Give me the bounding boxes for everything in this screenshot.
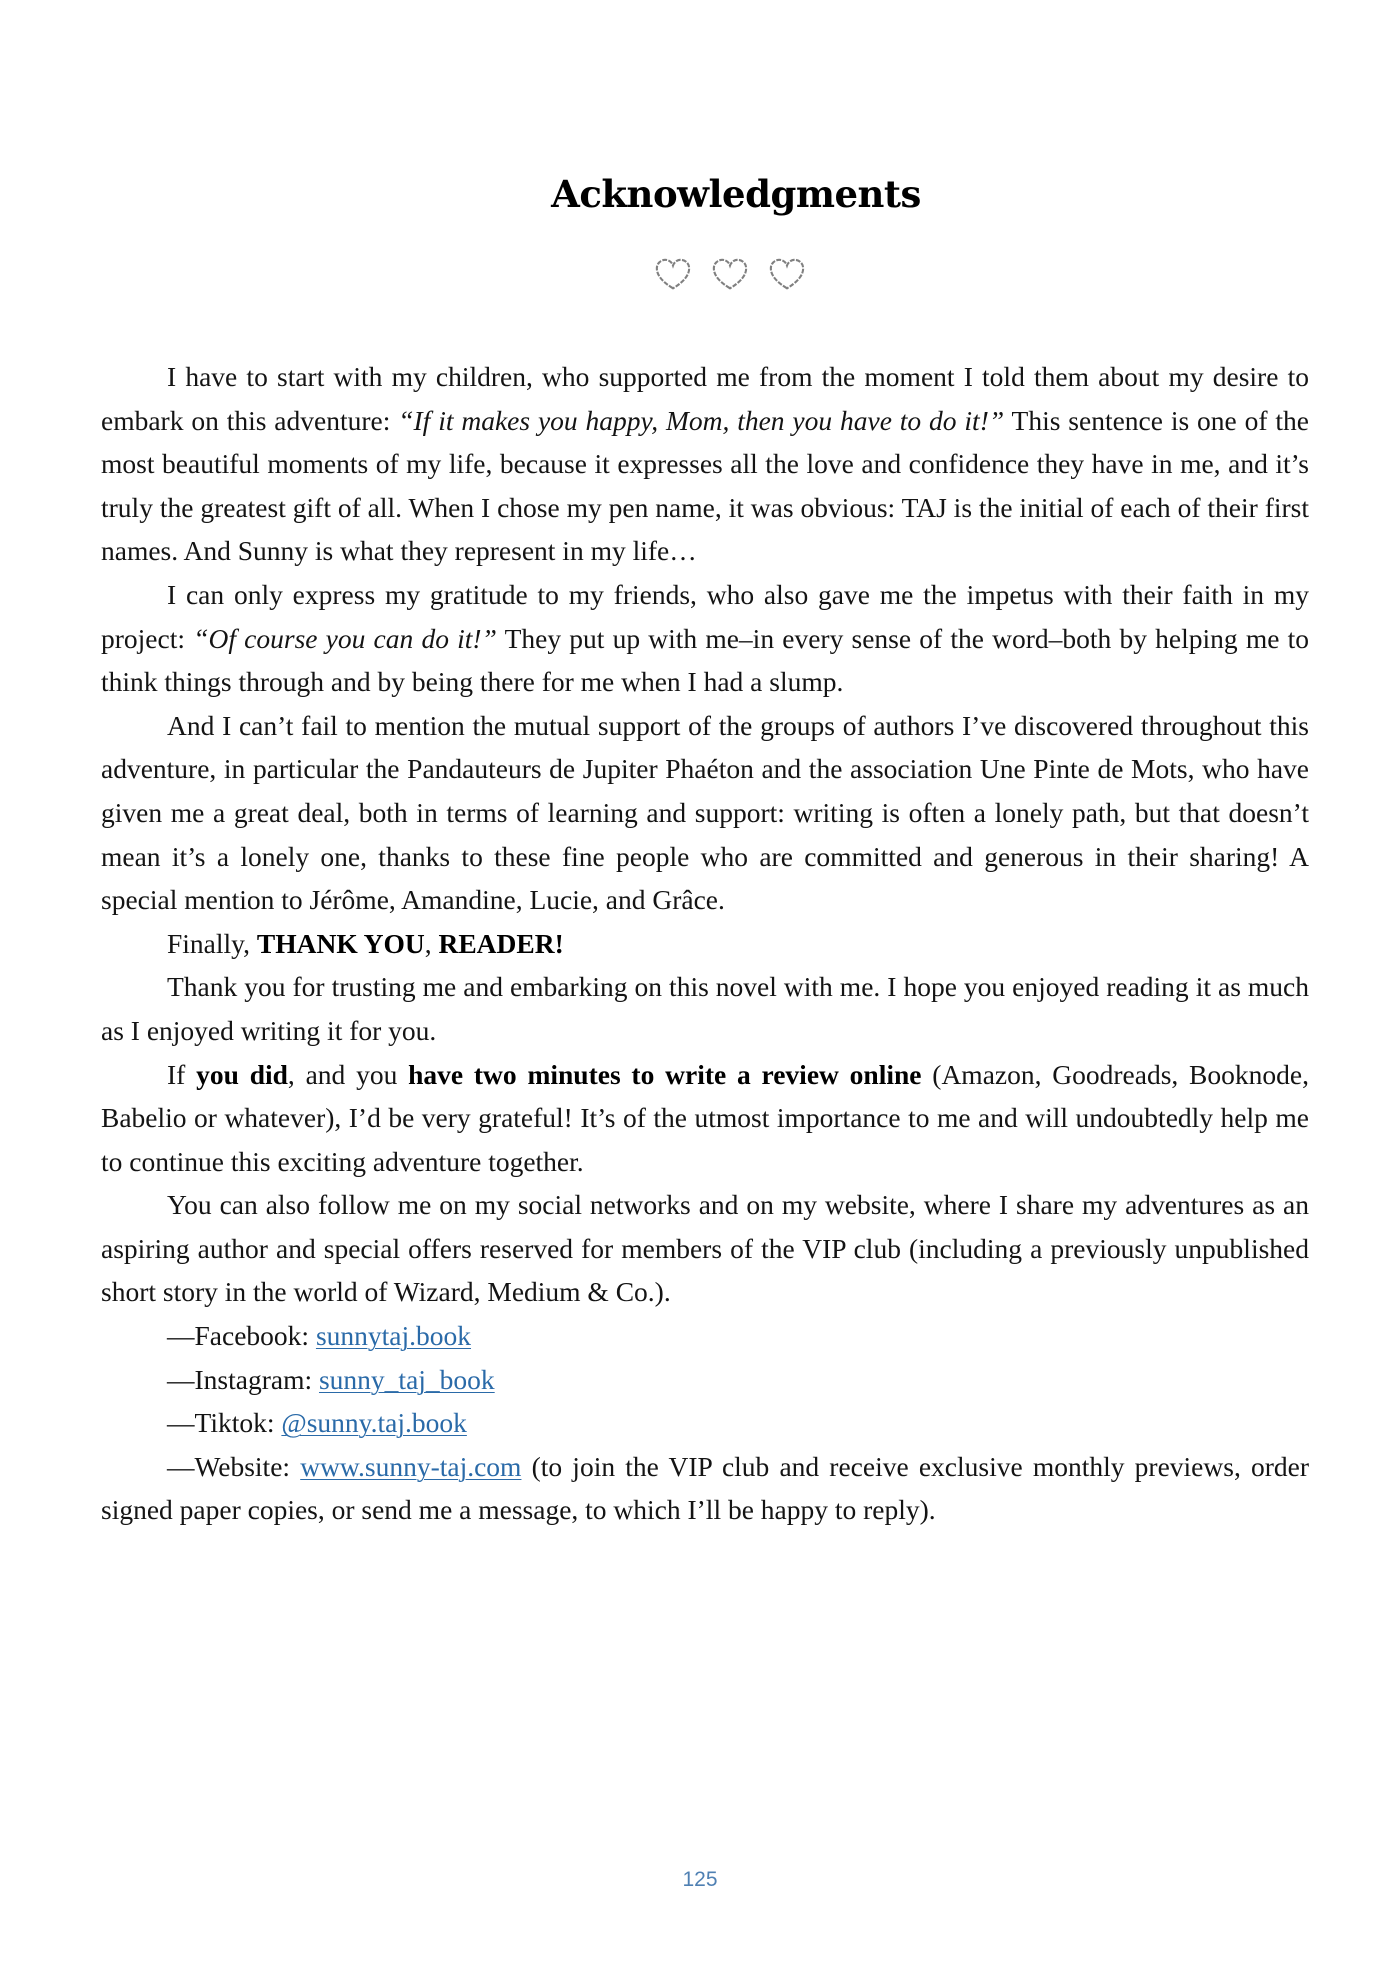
heart-outline-icon (711, 256, 749, 294)
tiktok-link[interactable]: @sunny.taj.book (281, 1407, 467, 1439)
social-tiktok: —Tiktok: @sunny.taj.book (167, 1407, 467, 1439)
heart-outline-icon (654, 256, 692, 294)
paragraph-trust: Thank you for trusting me and embarking on this novel with me. I hope you enjoyed reading it as much as I enjoyed writing it for you. (101, 971, 1309, 1046)
facebook-link[interactable]: sunnytaj.book (315, 1320, 472, 1352)
social-instagram: —Instagram: sunny_taj_book (167, 1363, 495, 1395)
paragraph-follow: You can also follow me on my social networks and on my website, where I share my adventures as an aspiring author and special offers reserved for members of the VIP club (including a previously unpublished short story in the world of Wizard, Medium & Co.). (101, 1189, 1309, 1308)
paragraph-friends: I can only express my gratitude to my friends, who also gave me the impetus with their faith in my project: “Of course you can do it!” They put up with me–in every sense of the word–both by helping me to think things through and by being there for me when I had a slump. (101, 578, 1310, 698)
page-number: 125 (682, 1868, 718, 1891)
acknowledgments-body (101, 355, 1309, 1532)
instagram-link[interactable]: sunny_taj_book (318, 1363, 495, 1395)
social-facebook: —Facebook: sunnytaj.book (167, 1320, 472, 1352)
heart-ornament (654, 256, 814, 300)
children-quote: “If it makes you happy, Mom, then you have to do it!” (398, 404, 1005, 436)
heart-outline-icon (768, 256, 806, 294)
website-link[interactable]: www.sunny-taj.com (300, 1450, 522, 1482)
paragraph-review-request: If you did, and you have two minutes to write a review online (Amazon, Goodreads, Booknode, Babelio or whatever), I’d be very grateful! It’s of the utmost importance to me and will undoubtedly help me to continue this exciting adventure together. (101, 1058, 1309, 1177)
paragraph-children: I have to start with my children, who supported me from the moment I told them about my desire to embark on this adventure: “If it makes you happy, Mom, then you have to do it!” This sentence is one of the most beautiful moments of my life, because it expresses all the love and confidence they have in me, and it’s truly the greatest gift of all. When I chose my pen name, it was obvious: TAJ is the initial of each of their first names. And Sunny is what they represent in my life… (101, 361, 1309, 567)
paragraph-thank-reader: Finally, THANK YOU, READER! (167, 927, 564, 959)
page-title: Acknowledgments (551, 172, 921, 216)
paragraph-authors-groups: And I can’t fail to mention the mutual support of the groups of authors I’ve discovered throughout this adventure, in particular the Pandauteurs de Jupiter Phaéton and the association Une Pinte de Mots, who have given me a great deal, both in terms of learning and support: writing is often a lonely path, but that doesn’t mean it’s a lonely one, thanks to these fine people who are committed and generous in their sharing! A special mention to Jérôme, Amandine, Lucie, and Grâce. (101, 709, 1309, 916)
social-website: —Website: www.sunny-taj.com (to join the VIP club and receive exclusive monthly previews, order signed paper copies, or send me a message, to which I’ll be happy to reply). (101, 1450, 1309, 1526)
friends-quote: “Of course you can do it!” (193, 622, 497, 654)
